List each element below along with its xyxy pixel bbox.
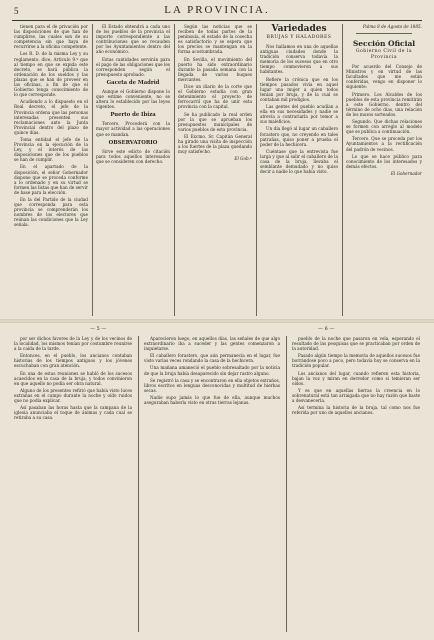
official-subheading: Gobierno Civil de la Provincia <box>355 49 413 61</box>
top-column-1 <box>14 24 88 316</box>
paragraph: Primero. Los Alcaldes de los pueblos de esta provincia remitirán a este Gobierno, dentro del término de ocho días, una relación de los mozos sorteados. <box>346 91 422 117</box>
section-heading: Puerto de Ibiza <box>110 112 156 119</box>
paragraph: Aunque el Gobierno dispone lo que estime conveniente, no se altera lo establecido por las leyes vigentes. <box>96 88 170 110</box>
top-column-5 <box>346 24 422 316</box>
paragraph: Entonces, en el pueblo, los ancianos contaban historias de los tiempos antiguos y los jóvenes escuchaban con gran atención. <box>14 353 132 369</box>
paragraph: Nos hallamos en una de aquellas antiguas ciudades donde la tradición conserva todavía la memoria de los sucesos que en otro tiempo conmovieron a sus habitantes. <box>260 44 338 75</box>
paragraph: Las gentes del pueblo acudían a ella en sus necesidades y nadie se atrevía a contrariarla por temor a sus maleficios. <box>260 104 338 125</box>
paragraph: Tercero. Que se proceda por los Ayuntamientos a la rectificación del padrón de vecinos. <box>346 136 422 152</box>
section-heading: OBSERVATORIO <box>108 139 158 146</box>
top-column-4 <box>260 24 338 316</box>
bottom-column-1 <box>14 336 132 632</box>
paragraph: En el apartado de la disposición, el señor Gobernador dispone que se proceda conforme a lo ordenado y en su virtud se formen las listas que han de servir de base para la elección. <box>14 164 88 195</box>
column-divider <box>92 24 93 316</box>
paragraph: Sirve este edicto de citación para todos aquellos interesados que se consideren con derecho. <box>96 148 170 164</box>
paragraph: En la del Partido de la ciudad que corresponda para esta provincia se comprenderán los nombres de los electores que reúnan las condiciones que la Ley señala. <box>14 197 88 228</box>
separator <box>356 33 412 34</box>
variedades-heading: Variedades <box>271 24 327 34</box>
paragraph: Lo que se hace público para conocimiento de los interesados y demás efectos. <box>346 153 422 169</box>
paragraph: Dice un diario de la corte que el Gobierno estudia con gran detenimiento el proyecto de ferrocarril que ha de unir esta provincia con la capital. <box>178 84 252 110</box>
paragraph: Y es que en aquellas tierras la creencia en lo sobrenatural está tan arraigada que no hay razón que baste a desvanecerla. <box>292 387 420 404</box>
page-number-left: — 5 — <box>90 326 107 332</box>
paragraph: Por acuerdo del Consejo de Ministros y en virtud de las facultades que me están conferidas, vengo en disponer lo siguiente: <box>346 64 422 90</box>
paragraph: Se ha publicado la real orden por la que se aprueban los presupuestos municipales de varios pueblos de esta provincia. <box>178 111 252 132</box>
paragraph: En una de estas reuniones se habló de los sucesos acaecidos en la casa de la bruja, y todos convinieron en que aquello no podía ser obra natural. <box>14 370 132 386</box>
signature: El Gob.º <box>234 156 252 162</box>
paragraph: En Sevilla, el movimiento del puerto ha sido extraordinario durante la pasada semana con la llegada de varios buques mercantes. <box>178 56 252 82</box>
paragraph: El Estado obtendrá a cada uno de los pueblos de la provincia el importe correspondiente a las contribuciones que se recauden por los Ayuntamientos dentro del año económico. <box>96 24 170 55</box>
column-divider <box>342 24 343 316</box>
page-number-right: — 6 — <box>318 326 335 332</box>
official-section-heading: Sección Oficial <box>352 39 416 49</box>
column-divider <box>256 24 257 316</box>
masthead-rule <box>12 20 422 21</box>
paragraph: por ser dichos favores de la Ley y de los vecinos de la localidad, los mismos tenían por costumbre reunirse a la caída de la tarde. <box>14 336 132 352</box>
variedades-subheading: BRUJAS Y HALADORES <box>266 35 332 40</box>
paragraph: Tercero. Procederá con la mayor actividad a las operaciones que se mandan. <box>96 121 170 137</box>
issue-number: 5 <box>14 6 19 16</box>
masthead <box>0 4 434 20</box>
paragraph: Así termina la historia de la bruja, tal como nos fue referida por uno de aquellos ancianos. <box>292 405 420 416</box>
paragraph: Toma entidad el jefe de la Provincia en la ejecución de la Ley, y el interés de las disposiciones que de los pueblos se han de cumplir. <box>14 136 88 163</box>
paragraph: El Excmo. Sr. Capitán General ha girado una visita de inspección a los fuertes de la plaza quedando muy satisfecho. <box>178 133 252 155</box>
paragraph: Aparecieron luego, en aquellos días, las señales de que algo extraordinario iba a suceder y las gentes comenzaron a inquietarse. <box>144 336 280 352</box>
paragraph: Nadie supo jamás lo que fue de ella, aunque muchos aseguraban haberla visto en otras tierras lejanas. <box>144 394 280 406</box>
paragraph: Acudiendo a lo dispuesto en el Real decreto, el jefe de la Provincia ordena que las personas interesadas presenten sus reclamaciones ante la Junta Provincial dentro del plazo de quince días. <box>14 99 88 135</box>
page-fold <box>0 319 434 323</box>
signature: El Gobernador <box>390 170 422 176</box>
bottom-column-2 <box>144 336 280 632</box>
paragraph: Un día llegó al lugar un caballero forastero que, no creyendo en tales patrañas, quiso poner a prueba el poder de la hechicera. <box>260 126 338 147</box>
newspaper-title: LA PROVINCIA. <box>164 4 270 16</box>
top-column-3 <box>178 24 252 316</box>
paragraph: Según las noticias que se reciben de todas partes de la península, el estado de la cosecha es satisfactorio y se espera que los precios se mantengan en la forma acostumbrada. <box>178 24 252 55</box>
bottom-column-3 <box>292 336 420 632</box>
section-heading: Gaceta de Madrid <box>106 79 160 86</box>
paragraph: El caballero forastero, que aún permanecía en el lugar, fue visto varias veces rondando la casa de la hechicera. <box>144 353 280 364</box>
paragraph: Los ancianos del lugar, cuando refieren esta historia, bajan la voz y miran en derredor como si temieran ser oídos. <box>292 370 420 386</box>
paragraph: Una mañana amaneció el pueblo sobresaltado por la noticia de que la bruja había desaparecido sin dejar rastro alguno. <box>144 365 280 376</box>
paragraph: pueblo de la noche que pasaron en vela, esperando el resultado de las pesquisas que se practicaban por orden de la autoridad. <box>292 336 420 352</box>
paragraph: Se registró la casa y se encontraron en ella objetos extraños, libros escritos en lenguas desconocidas y multitud de hierbas secas. <box>144 377 280 393</box>
column-divider <box>174 24 175 316</box>
paragraph: Segundo. Que dichas relaciones se formen con arreglo al modelo que se publica a continuación. <box>346 119 422 135</box>
paragraph: Los R. D. de la misma Ley y su reglamento, dice, Artículo 9.º que al tiempo en que se expida este decreto, se hará pública la ordenación de los sueldos y las plazas que se han de proveer en las oficinas, a fin de que el Gobierno tenga conocimiento de lo que corresponde. <box>14 51 88 98</box>
paragraph: Pasado algún tiempo la memoria de aquellos sucesos fue borrándose poco a poco, pero todavía hoy se conserva en la tradición popular. <box>292 353 420 369</box>
date-line: Palma 8 de Agosto de 1885. <box>362 24 422 29</box>
paragraph: Así pasaban las horas hasta que la campana de la iglesia anunciaba el toque de ánimas y cada cual se retiraba a su casa. <box>14 405 132 421</box>
paragraph: Estas cantidades servirán para el pago de las obligaciones que les corresponden según el presupuesto aprobado. <box>96 56 170 77</box>
top-column-2 <box>96 24 170 316</box>
column-divider <box>138 336 139 632</box>
paragraph: Alguno de los presentes refirió que había visto luces extrañas en el campo durante la noche y oído ruidos que no podía explicar. <box>14 387 132 404</box>
paragraph: tienen para el de privación por las disposiciones de que han de cumplirse, las cuales son de su competencia sin que haya de recurrirse a la oficina competente. <box>14 24 88 50</box>
paragraph: Refiere la crónica que en los tiempos pasados vivía en aquel lugar una mujer a quien todos tenían por bruja, y de la cual se contaban mil prodigios. <box>260 76 338 102</box>
column-divider <box>286 336 287 632</box>
paragraph: Cuéntase que la entrevista fue larga y que al salir el caballero de la casa de la bruja, llevaba el semblante demudado y no quiso decir a nadie lo que había visto. <box>260 148 338 175</box>
